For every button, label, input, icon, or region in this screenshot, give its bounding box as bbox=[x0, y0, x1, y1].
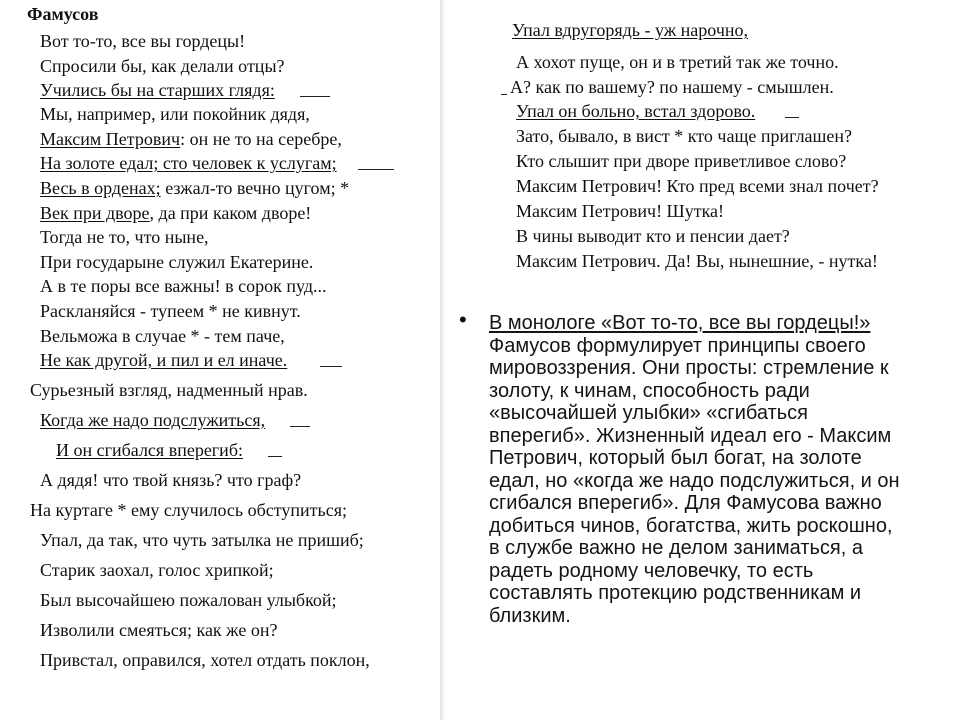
underline-stroke bbox=[501, 94, 507, 95]
underline-stroke bbox=[300, 96, 330, 97]
poem-line-29: Зато, бывало, в вист * кто чаще приглашен? bbox=[516, 126, 853, 146]
underlined-phrase: Век при дворе bbox=[40, 203, 150, 223]
poem-right-column bbox=[445, 0, 960, 720]
underline-stroke bbox=[320, 366, 342, 367]
summary-line: добиться чинов, богатства, жить роскошно, bbox=[489, 514, 893, 537]
poem-line-19: На куртаге * ему случилось обступиться; bbox=[30, 500, 348, 520]
summary-heading: В монологе «Вот то-то, все вы гордецы!» bbox=[489, 312, 871, 334]
bullet-icon: • bbox=[459, 307, 467, 332]
poem-line-2: Спросили бы, как делали отцы? bbox=[40, 56, 285, 76]
poem-line-12: Раскланяйся - тупеем * не кивнут. bbox=[40, 301, 301, 321]
poem-line-30: Кто слышит при дворе приветливое слово? bbox=[516, 151, 847, 171]
poem-line-16: Когда же надо подслужиться, bbox=[40, 410, 266, 430]
poem-line-22: Был высочайшею пожалован улыбкой; bbox=[40, 590, 337, 610]
speaker-name: Фамусов bbox=[27, 4, 99, 24]
summary-paragraph bbox=[489, 312, 951, 627]
poem-left-column bbox=[0, 0, 440, 720]
poem-line-33: В чины выводит кто и пенсии дает? bbox=[516, 226, 790, 246]
summary-line: в службе важно не делом заниматься, а bbox=[489, 537, 863, 559]
poem-line-27: А? как по вашему? по нашему - смышлен. bbox=[510, 77, 834, 97]
poem-line-8 bbox=[40, 201, 311, 225]
poem-line-4: Мы, например, или покойник дядя, bbox=[40, 104, 310, 124]
underline-stroke bbox=[785, 117, 799, 118]
poem-line-24: Привстал, оправился, хотел отдать поклон, bbox=[40, 650, 370, 670]
summary-line: близким. bbox=[489, 604, 571, 627]
poem-line-5 bbox=[40, 127, 342, 151]
underlined-phrase: Весь в орденах; bbox=[40, 178, 161, 198]
underline-stroke bbox=[290, 426, 310, 427]
poem-line-20: Упал, да так, что чуть затылка не пришиб; bbox=[40, 530, 364, 550]
poem-line-17: И он сгибался вперегиб: bbox=[56, 440, 243, 460]
poem-line-15: Сурьезный взгляд, надменный нрав. bbox=[30, 380, 308, 400]
line-rest: езжал-то вечно цугом; * bbox=[160, 178, 350, 198]
poem-line-7 bbox=[40, 176, 349, 200]
poem-line-34: Максим Петрович. Да! Вы, нынешние, - нутка! bbox=[516, 251, 878, 271]
underline-stroke bbox=[358, 169, 394, 170]
poem-line-11: А в те поры все важны! в сорок пуд... bbox=[40, 276, 327, 296]
summary-line: золоту, к чинам, способность ради bbox=[489, 379, 810, 402]
poem-line-26: А хохот пуще, он и в третий так же точно. bbox=[516, 52, 839, 72]
summary-line: радеть родному человечку, то есть bbox=[489, 559, 814, 582]
line-rest: , да при каком дворе! bbox=[149, 203, 312, 223]
poem-line-1: Вот то-то, все вы гордецы! bbox=[40, 31, 246, 51]
summary-line: едал, но «когда же надо подслужиться, и он bbox=[489, 469, 900, 492]
poem-line-21: Старик заохал, голос хрипкой; bbox=[40, 560, 274, 580]
poem-line-6: На золоте едал; сто человек к услугам; bbox=[40, 153, 337, 173]
poem-line-32: Максим Петрович! Шутка! bbox=[516, 201, 725, 221]
poem-line-14: Не как другой, и пил и ел иначе. bbox=[40, 350, 288, 370]
underline-stroke bbox=[268, 456, 282, 457]
summary-line: сгибался вперегиб». Для Фамусова важно bbox=[489, 492, 882, 514]
summary-line: составлять протекцию родственникам и bbox=[489, 582, 862, 604]
underlined-name: Максим Петрович bbox=[40, 129, 181, 149]
poem-line-18: А дядя! что твой князь? что граф? bbox=[40, 470, 302, 490]
poem-line-31: Максим Петрович! Кто пред всеми знал почет? bbox=[516, 176, 879, 196]
poem-line-25: Упал вдругорядь - уж нарочно, bbox=[512, 20, 749, 40]
poem-line-10: При государыне служил Екатерине. bbox=[40, 252, 314, 272]
summary-line: Фамусов формулирует принципы своего bbox=[489, 334, 866, 357]
poem-line-28: Упал он больно, встал здорово. bbox=[516, 101, 756, 121]
poem-line-23: Изволили смеяться; как же он? bbox=[40, 620, 278, 640]
summary-line: «высочайшей улыбки» «сгибаться bbox=[489, 402, 808, 424]
poem-line-9: Тогда не то, что ныне, bbox=[40, 227, 209, 247]
poem-line-13: Вельможа в случае * - тем паче, bbox=[40, 326, 285, 346]
line-rest: : он не то на серебре, bbox=[180, 129, 342, 149]
summary-line: Петрович, который был богат, на золоте bbox=[489, 447, 862, 469]
summary-line: мировоззрения. Они просты: стремление к bbox=[489, 357, 889, 379]
poem-line-3: Учились бы на старших глядя: bbox=[40, 80, 275, 100]
summary-line: вперегиб». Жизненный идеал его - Максим bbox=[489, 424, 892, 447]
